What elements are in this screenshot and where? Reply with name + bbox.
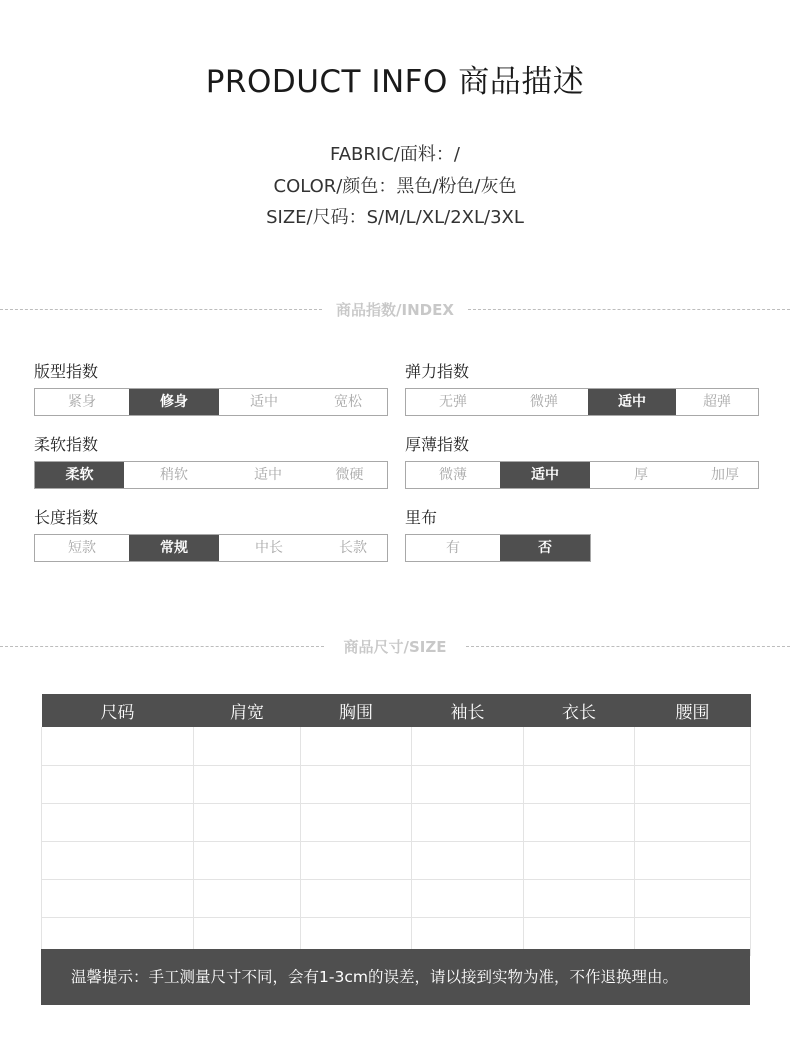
table-cell (635, 727, 751, 765)
index-option-selected: 否 (500, 535, 590, 561)
index-option: 宽松 (334, 394, 362, 410)
table-cell (42, 765, 194, 803)
table-row (42, 803, 751, 841)
page-title: PRODUCT INFO 商品描述 (205, 64, 585, 100)
table-cell (42, 841, 194, 879)
table-cell (524, 765, 635, 803)
column-header-waist: 腰围 (635, 694, 751, 727)
index-option: 短款 (68, 540, 96, 556)
index-option: 微薄 (439, 467, 467, 483)
index-group-name: 版型指数 (34, 362, 99, 381)
table-cell (412, 841, 524, 879)
index-option: 超弹 (703, 394, 731, 410)
index-option: 厚 (634, 467, 648, 483)
index-group-name: 厚薄指数 (405, 435, 470, 454)
table-cell (412, 879, 524, 917)
index-option: 紧身 (68, 394, 96, 410)
index-option-selected: 适中 (588, 389, 676, 415)
index-scale (405, 461, 759, 489)
index-option: 适中 (254, 467, 282, 483)
index-group-fit (34, 361, 388, 416)
column-header-chest: 胸围 (301, 694, 412, 727)
index-option: 有 (446, 540, 460, 556)
column-header-shoulder: 肩宽 (194, 694, 301, 727)
table-cell (301, 727, 412, 765)
table-cell (412, 803, 524, 841)
index-option: 中长 (255, 540, 283, 556)
table-cell (524, 879, 635, 917)
index-group-name: 长度指数 (34, 508, 99, 527)
index-option-selected: 修身 (129, 389, 219, 415)
table-row (42, 879, 751, 917)
column-header-length: 衣长 (524, 694, 635, 727)
index-option: 长款 (339, 540, 367, 556)
index-section-label: 商品指数/INDEX (336, 301, 454, 319)
table-cell (194, 727, 301, 765)
table-cell (194, 803, 301, 841)
index-scale (34, 388, 388, 416)
table-cell (635, 803, 751, 841)
index-group-elasticity (405, 361, 759, 416)
index-scale (34, 534, 388, 562)
index-option: 微弹 (530, 394, 558, 410)
index-scale (405, 534, 591, 562)
table-cell (194, 765, 301, 803)
column-header-size: 尺码 (42, 694, 194, 727)
index-group-thickness (405, 434, 759, 489)
table-header-row (42, 694, 751, 727)
table-cell (301, 803, 412, 841)
index-section-divider (0, 298, 790, 322)
index-option: 加厚 (711, 467, 739, 483)
index-group-name: 柔软指数 (34, 435, 99, 454)
table-row (42, 727, 751, 765)
size-section-divider (0, 635, 790, 659)
index-group-softness (34, 434, 388, 489)
table-cell (524, 841, 635, 879)
table-cell (301, 765, 412, 803)
index-group-lining (405, 507, 591, 562)
index-group-name: 弹力指数 (405, 362, 470, 381)
index-group-name: 里布 (405, 508, 438, 527)
table-cell (412, 727, 524, 765)
table-cell (42, 803, 194, 841)
size-section-label: 商品尺寸/SIZE (343, 638, 447, 656)
table-row (42, 765, 751, 803)
index-group-length (34, 507, 388, 562)
table-cell (194, 841, 301, 879)
table-cell (301, 879, 412, 917)
column-header-sleeve: 袖长 (412, 694, 524, 727)
table-cell (635, 765, 751, 803)
fabric-spec: FABRIC/面料：/ (330, 144, 460, 165)
table-cell (635, 841, 751, 879)
index-option: 无弹 (439, 394, 467, 410)
table-cell (635, 879, 751, 917)
table-cell (42, 879, 194, 917)
table-row (42, 841, 751, 879)
color-spec: COLOR/颜色：黑色/粉色/灰色 (273, 176, 517, 197)
table-cell (301, 841, 412, 879)
table-cell (194, 879, 301, 917)
index-option-selected: 常规 (129, 535, 219, 561)
index-option-selected: 柔软 (35, 462, 124, 488)
index-option: 稍软 (160, 467, 188, 483)
measurement-notice: 温馨提示：手工测量尺寸不同，会有1-3cm的误差，请以接到实物为准，不作退换理由。 (41, 949, 750, 1005)
table-cell (524, 803, 635, 841)
index-scale (34, 461, 388, 489)
table-cell (412, 765, 524, 803)
index-option: 适中 (250, 394, 278, 410)
table-cell (524, 727, 635, 765)
table-cell (42, 727, 194, 765)
size-spec: SIZE/尺码：S/M/L/XL/2XL/3XL (266, 207, 524, 228)
index-scale (405, 388, 759, 416)
size-table (41, 694, 751, 956)
index-option-selected: 适中 (500, 462, 590, 488)
index-option: 微硬 (335, 467, 364, 483)
